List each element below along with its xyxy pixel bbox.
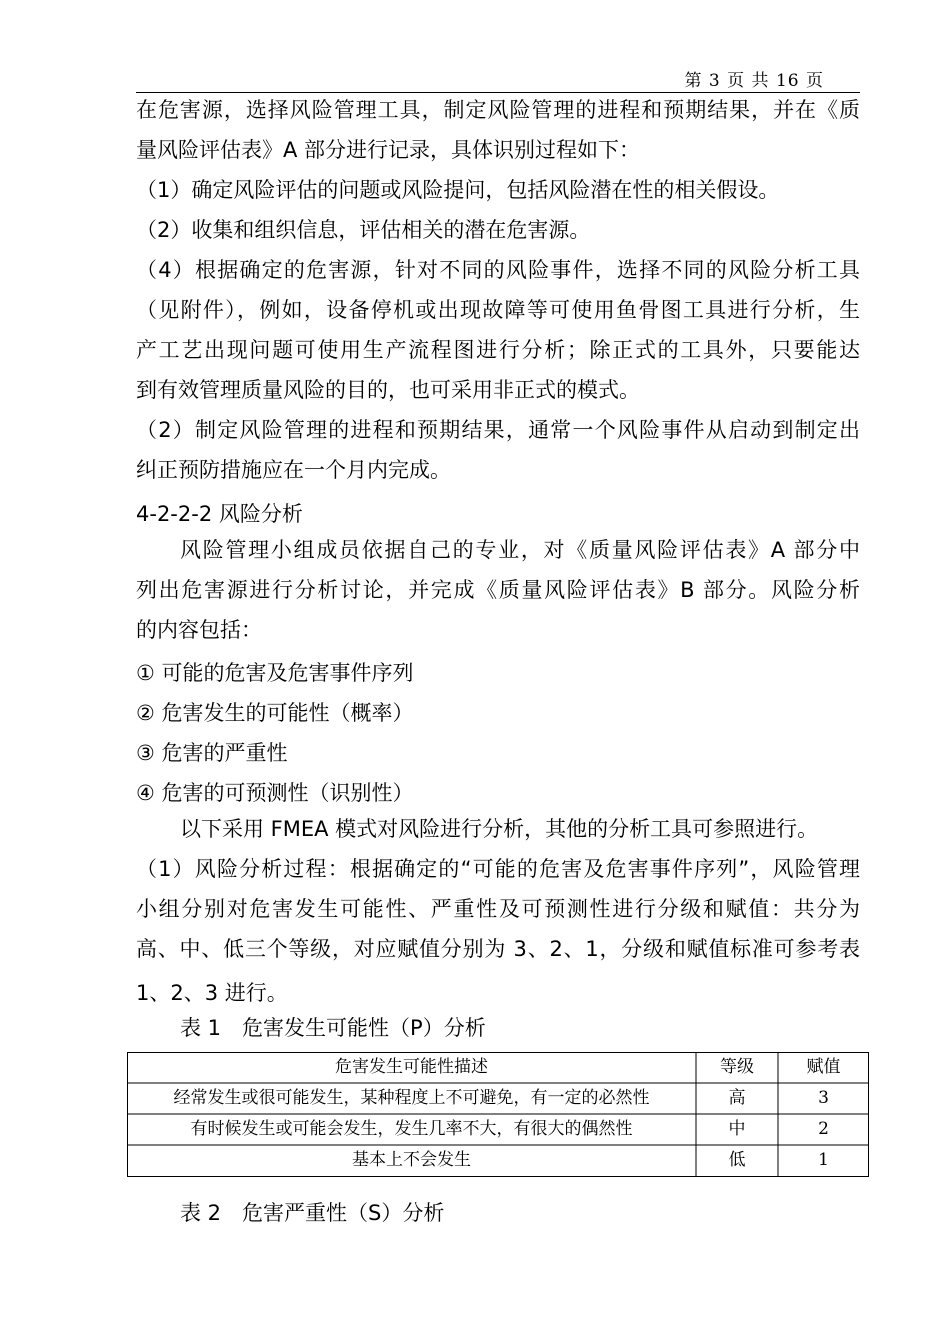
cell-value: 1 — [818, 1150, 829, 1170]
body-line: 在危害源，选择风险管理工具，制定风险管理的进程和预期结果，并在《质 — [136, 98, 860, 122]
table1-caption: 表 1 危害发生可能性（P）分析 — [180, 1016, 486, 1040]
cell-description: 经常发生或很可能发生，某种程度上不可避免，有一定的必然性 — [173, 1088, 650, 1108]
page-header — [136, 62, 860, 93]
body-line: 风险管理小组成员依据自己的专业，对《质量风险评估表》A 部分中 — [180, 538, 860, 562]
table2-caption: 表 2 危害严重性（S）分析 — [180, 1201, 445, 1225]
body-line: 以下采用 FMEA 模式对风险进行分析，其他的分析工具可参照进行。 — [180, 817, 819, 841]
body-line: 1、2、3 进行。 — [136, 981, 288, 1005]
section-heading: 4-2-2-2 风险分析 — [136, 502, 303, 526]
list-item: （2）制定风险管理的进程和预期结果，通常一个风险事件从启动到制定出 — [136, 418, 860, 442]
cell-level: 低 — [728, 1150, 746, 1170]
list-item: ③ 危害的严重性 — [136, 741, 288, 765]
cell-value: 2 — [818, 1119, 829, 1139]
body-line: 产工艺出现问题可使用生产流程图进行分析；除正式的工具外，只要能达 — [136, 338, 860, 362]
list-item: （1）确定风险评估的问题或风险提问，包括风险潜在性的相关假设。 — [136, 178, 780, 202]
cell-level: 中 — [728, 1119, 746, 1139]
header-level: 等级 — [720, 1057, 754, 1077]
cell-level: 高 — [728, 1088, 746, 1108]
cell-description: 有时候发生或可能会发生，发生几率不大，有很大的偶然性 — [190, 1119, 633, 1139]
cell-value: 3 — [818, 1088, 829, 1108]
header-description: 危害发生可能性描述 — [335, 1057, 488, 1077]
body-line: 列出危害源进行分析讨论，并完成《质量风险评估表》B 部分。风险分析 — [136, 578, 860, 602]
body-line: 到有效管理质量风险的目的，也可采用非正式的模式。 — [136, 378, 640, 402]
list-item: ④ 危害的可预测性（识别性） — [136, 781, 414, 805]
body-line: 的内容包括： — [136, 618, 262, 642]
cell-description: 基本上不会发生 — [352, 1150, 471, 1170]
body-line: （1）风险分析过程：根据确定的“可能的危害及危害事件序列”，风险管理 — [136, 857, 860, 881]
body-line: （见附件），例如，设备停机或出现故障等可使用鱼骨图工具进行分析，生 — [136, 298, 860, 322]
body-line: 量风险评估表》A 部分进行记录，具体识别过程如下： — [136, 138, 641, 162]
list-item: ① 可能的危害及危害事件序列 — [136, 661, 414, 685]
table-header-row — [127, 1052, 869, 1083]
list-item: （4）根据确定的危害源，针对不同的风险事件，选择不同的风险分析工具 — [136, 258, 860, 282]
table-row — [127, 1114, 869, 1145]
header-value: 赋值 — [806, 1057, 841, 1077]
table-row — [127, 1145, 869, 1176]
body-line: 纠正预防措施应在一个月内完成。 — [136, 458, 451, 482]
body-line: 小组分别对危害发生可能性、严重性及可预测性进行分级和赋值：共分为 — [136, 897, 860, 921]
list-item: ② 危害发生的可能性（概率） — [136, 701, 414, 725]
page-number: 第 3 页 共 16 页 — [684, 71, 824, 91]
list-item: （2）收集和组织信息，评估相关的潜在危害源。 — [136, 218, 591, 242]
probability-table — [127, 1052, 869, 1177]
body-line: 高、中、低三个等级，对应赋值分别为 3、2、1，分级和赋值标准可参考表 — [136, 937, 860, 961]
table-row — [127, 1083, 869, 1114]
